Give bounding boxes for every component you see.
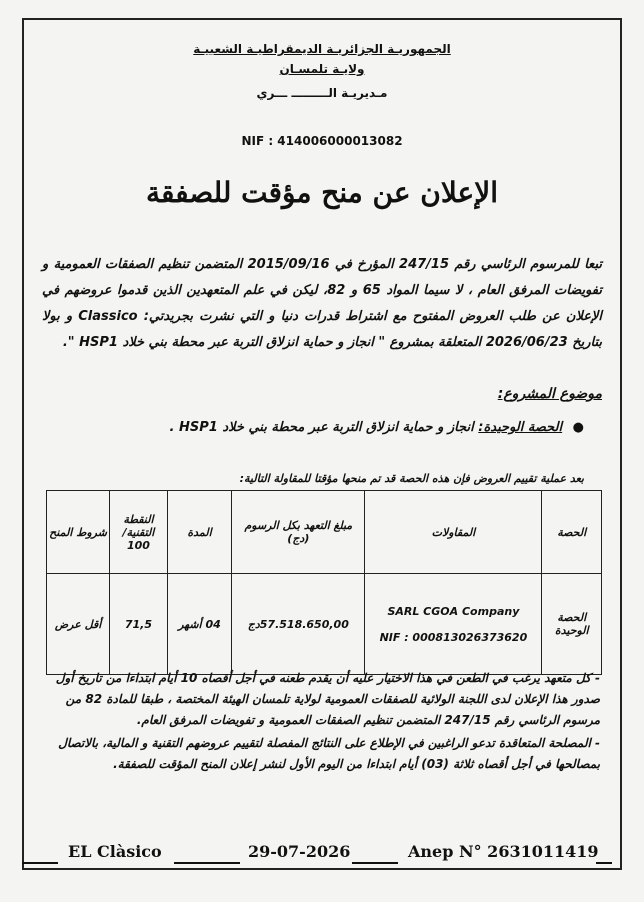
header-amount: مبلغ التعهد بكل الرسوم (دج)	[232, 491, 365, 574]
cell-amount: 57.518.650,00دج	[232, 574, 365, 675]
lot-text: انجاز و حماية انزلاق التربة عبر محطة بني خلاد HSP1 .	[169, 420, 474, 435]
notice-body: تبعا للمرسوم الرئاسي رقم 247/15 المؤرخ في 2015/09/16 المتضمن تنظيم الصفقات العمومية و تفويضات المرفق العام ، لا سيما المواد 65 و 82، ليكن في علم المتعهدين الذين قدموا عروضهم في الإعلان عن طلب العروض المفتوح مع اشتراط قدرات دنيا و التي نشرت بجريدتي: Classico و بولا بتاريخ 2026/06/23 المتعلقة بمشروع " انجاز و حماية انزلاق التربة عبر محطة بني خلاد HSP1 ".	[42, 257, 602, 350]
footer-date: 29-07-2026	[248, 842, 351, 861]
award-table	[46, 490, 602, 675]
cell-lot: الحصة الوحيدة	[542, 574, 602, 675]
lot-line	[42, 420, 584, 435]
cell-company	[365, 574, 542, 675]
header-score: النقطة التقنية/ 100	[110, 491, 168, 574]
republic-header: الجمهوريـة الجزائريـة الديمقراطيـة الشعبيـة	[193, 42, 451, 56]
table-row	[47, 574, 602, 675]
table-header-row	[47, 491, 602, 574]
footer-line	[174, 862, 240, 864]
cell-score: 71,5	[110, 574, 168, 675]
notice-title: الإعلان عن منح مؤقت للصفقة	[145, 176, 499, 209]
bullet-icon: ●	[572, 420, 584, 435]
company-nif: NIF : 000813026373620	[379, 630, 528, 644]
header-companies: المقاولات	[365, 491, 542, 574]
header-duration: المدة	[167, 491, 232, 574]
footer	[0, 836, 644, 866]
list-item: - المصلحة المتعاقدة تدعو الراغبين في الإطلاع على النتائج المفصلة لتقييم عروضهم التقنية و المالية، بالاتصال بمصالحها في أجل أقصاه ثلاثة (03) أيام ابتداءا من اليوم الأول لنشر إعلان المنح المؤقت للصفقة.	[58, 736, 600, 771]
notice-frame	[22, 18, 622, 870]
header-condition: شروط المنح	[47, 491, 110, 574]
lot-label: الحصة الوحيدة:	[478, 420, 563, 435]
company-name: SARL CGOA Company	[387, 604, 520, 618]
list-item: - كل متعهد يرغب في الطعن في هذا الاختيار عليه أن يقدم طعنه في أجل أقصاه 10 أيام ابتداءا من تاريخ أول صدور هذا الإعلان لدى اللجنة الولائية للصفقات العمومية لولاية تلمسان الهيئة المختصة ، طبقا للمادة 82 من مرسوم الرئاسي رقم 247/15 المتضمن تنظيم الصفقات العمومية و تفويضات المرفق العام.	[55, 671, 600, 727]
cell-duration: 04 أشهر	[167, 574, 232, 675]
header-lot: الحصة	[542, 491, 602, 574]
footer-line	[596, 862, 612, 864]
wilaya-header: ولايـة تلمسـان	[279, 62, 365, 76]
cell-condition: أقل عرض	[47, 574, 110, 675]
directorate-header: مـديريـة الـــــــــ ـــري	[256, 86, 388, 100]
footer-anep: Anep N° 2631011419	[408, 842, 599, 861]
notes-list	[44, 668, 600, 777]
footer-line	[352, 862, 398, 864]
footer-paper: EL Clàsico	[68, 842, 162, 861]
nif-number: NIF : 414006000013082	[241, 134, 403, 148]
subject-heading: موضوع المشروع:	[497, 386, 602, 402]
footer-line	[22, 862, 58, 864]
pre-table-text: بعد عملية تقييم العروض فإن هذه الحصة قد تم منحها مؤقتا للمقاولة التالية:	[239, 472, 584, 485]
